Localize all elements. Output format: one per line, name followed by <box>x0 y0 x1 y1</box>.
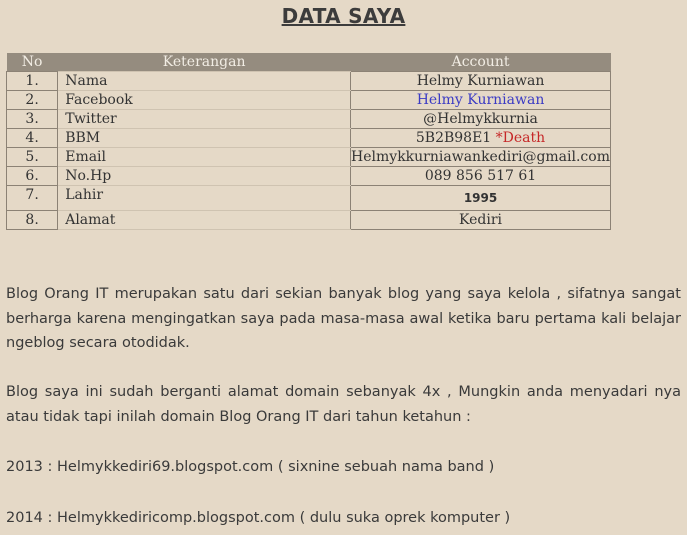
table-row <box>7 167 611 186</box>
row-label: No.Hp <box>58 167 351 186</box>
table-row <box>7 110 611 129</box>
row-value: @Helmykkurnia <box>351 110 611 129</box>
row-value: 089 856 517 61 <box>351 167 611 186</box>
row-label: Email <box>58 148 351 167</box>
row-value: 1995 <box>351 186 611 211</box>
table-row <box>7 186 611 211</box>
facebook-link[interactable]: Helmy Kurniawan <box>416 92 545 108</box>
bbm-value-cell <box>351 129 611 148</box>
bbm-pin: 5B2B98E1 <box>415 130 492 146</box>
row-number: 5. <box>7 148 58 167</box>
table-row <box>7 91 611 110</box>
intro-paragraph: Blog Orang IT merupakan satu dari sekian banyak blog yang saya kelola , sifatnya sangat berharga karena mengingatkan saya pada masa-masa awal ketika baru pertama kali belajar ngeblog secara otodidak. <box>6 286 681 351</box>
row-number: 1. <box>7 72 58 91</box>
row-label: Lahir <box>58 186 351 211</box>
table-header-row <box>7 53 611 72</box>
table-row <box>7 211 611 230</box>
domain-history-paragraph: Blog saya ini sudah berganti alamat domain sebanyak 4x , Mungkin anda menyadari nya atau tidak tapi inilah domain Blog Orang IT dari tahun ketahun : <box>6 384 681 425</box>
header-no: No <box>7 53 58 72</box>
table-row <box>7 148 611 167</box>
domain-2014-line: 2014 : Helmykkediricomp.blogspot.com ( dulu suka oprek komputer ) <box>6 510 511 526</box>
row-number: 2. <box>7 91 58 110</box>
row-label: BBM <box>58 129 351 148</box>
row-label: Alamat <box>58 211 351 230</box>
row-number: 7. <box>7 186 58 211</box>
page-title: DATA SAYA <box>281 4 406 28</box>
row-number: 6. <box>7 167 58 186</box>
data-table <box>6 53 611 230</box>
row-value: Helmykkurniawankediri@gmail.com <box>351 149 610 165</box>
facebook-link-cell <box>351 91 611 110</box>
row-number: 4. <box>7 129 58 148</box>
row-value: Kediri <box>351 211 611 230</box>
row-label: Twitter <box>58 110 351 129</box>
row-number: 8. <box>7 211 58 230</box>
header-account: Account <box>351 53 611 72</box>
row-label: Facebook <box>58 91 351 110</box>
bbm-note: *Death <box>495 130 546 146</box>
row-value: Helmy Kurniawan <box>351 72 611 91</box>
row-number: 3. <box>7 110 58 129</box>
domain-2013-line: 2013 : Helmykkediri69.blogspot.com ( sixnine sebuah nama band ) <box>6 459 495 475</box>
row-label: Nama <box>58 72 351 91</box>
table-row <box>7 72 611 91</box>
table-row <box>7 129 611 148</box>
header-keterangan: Keterangan <box>58 53 351 72</box>
